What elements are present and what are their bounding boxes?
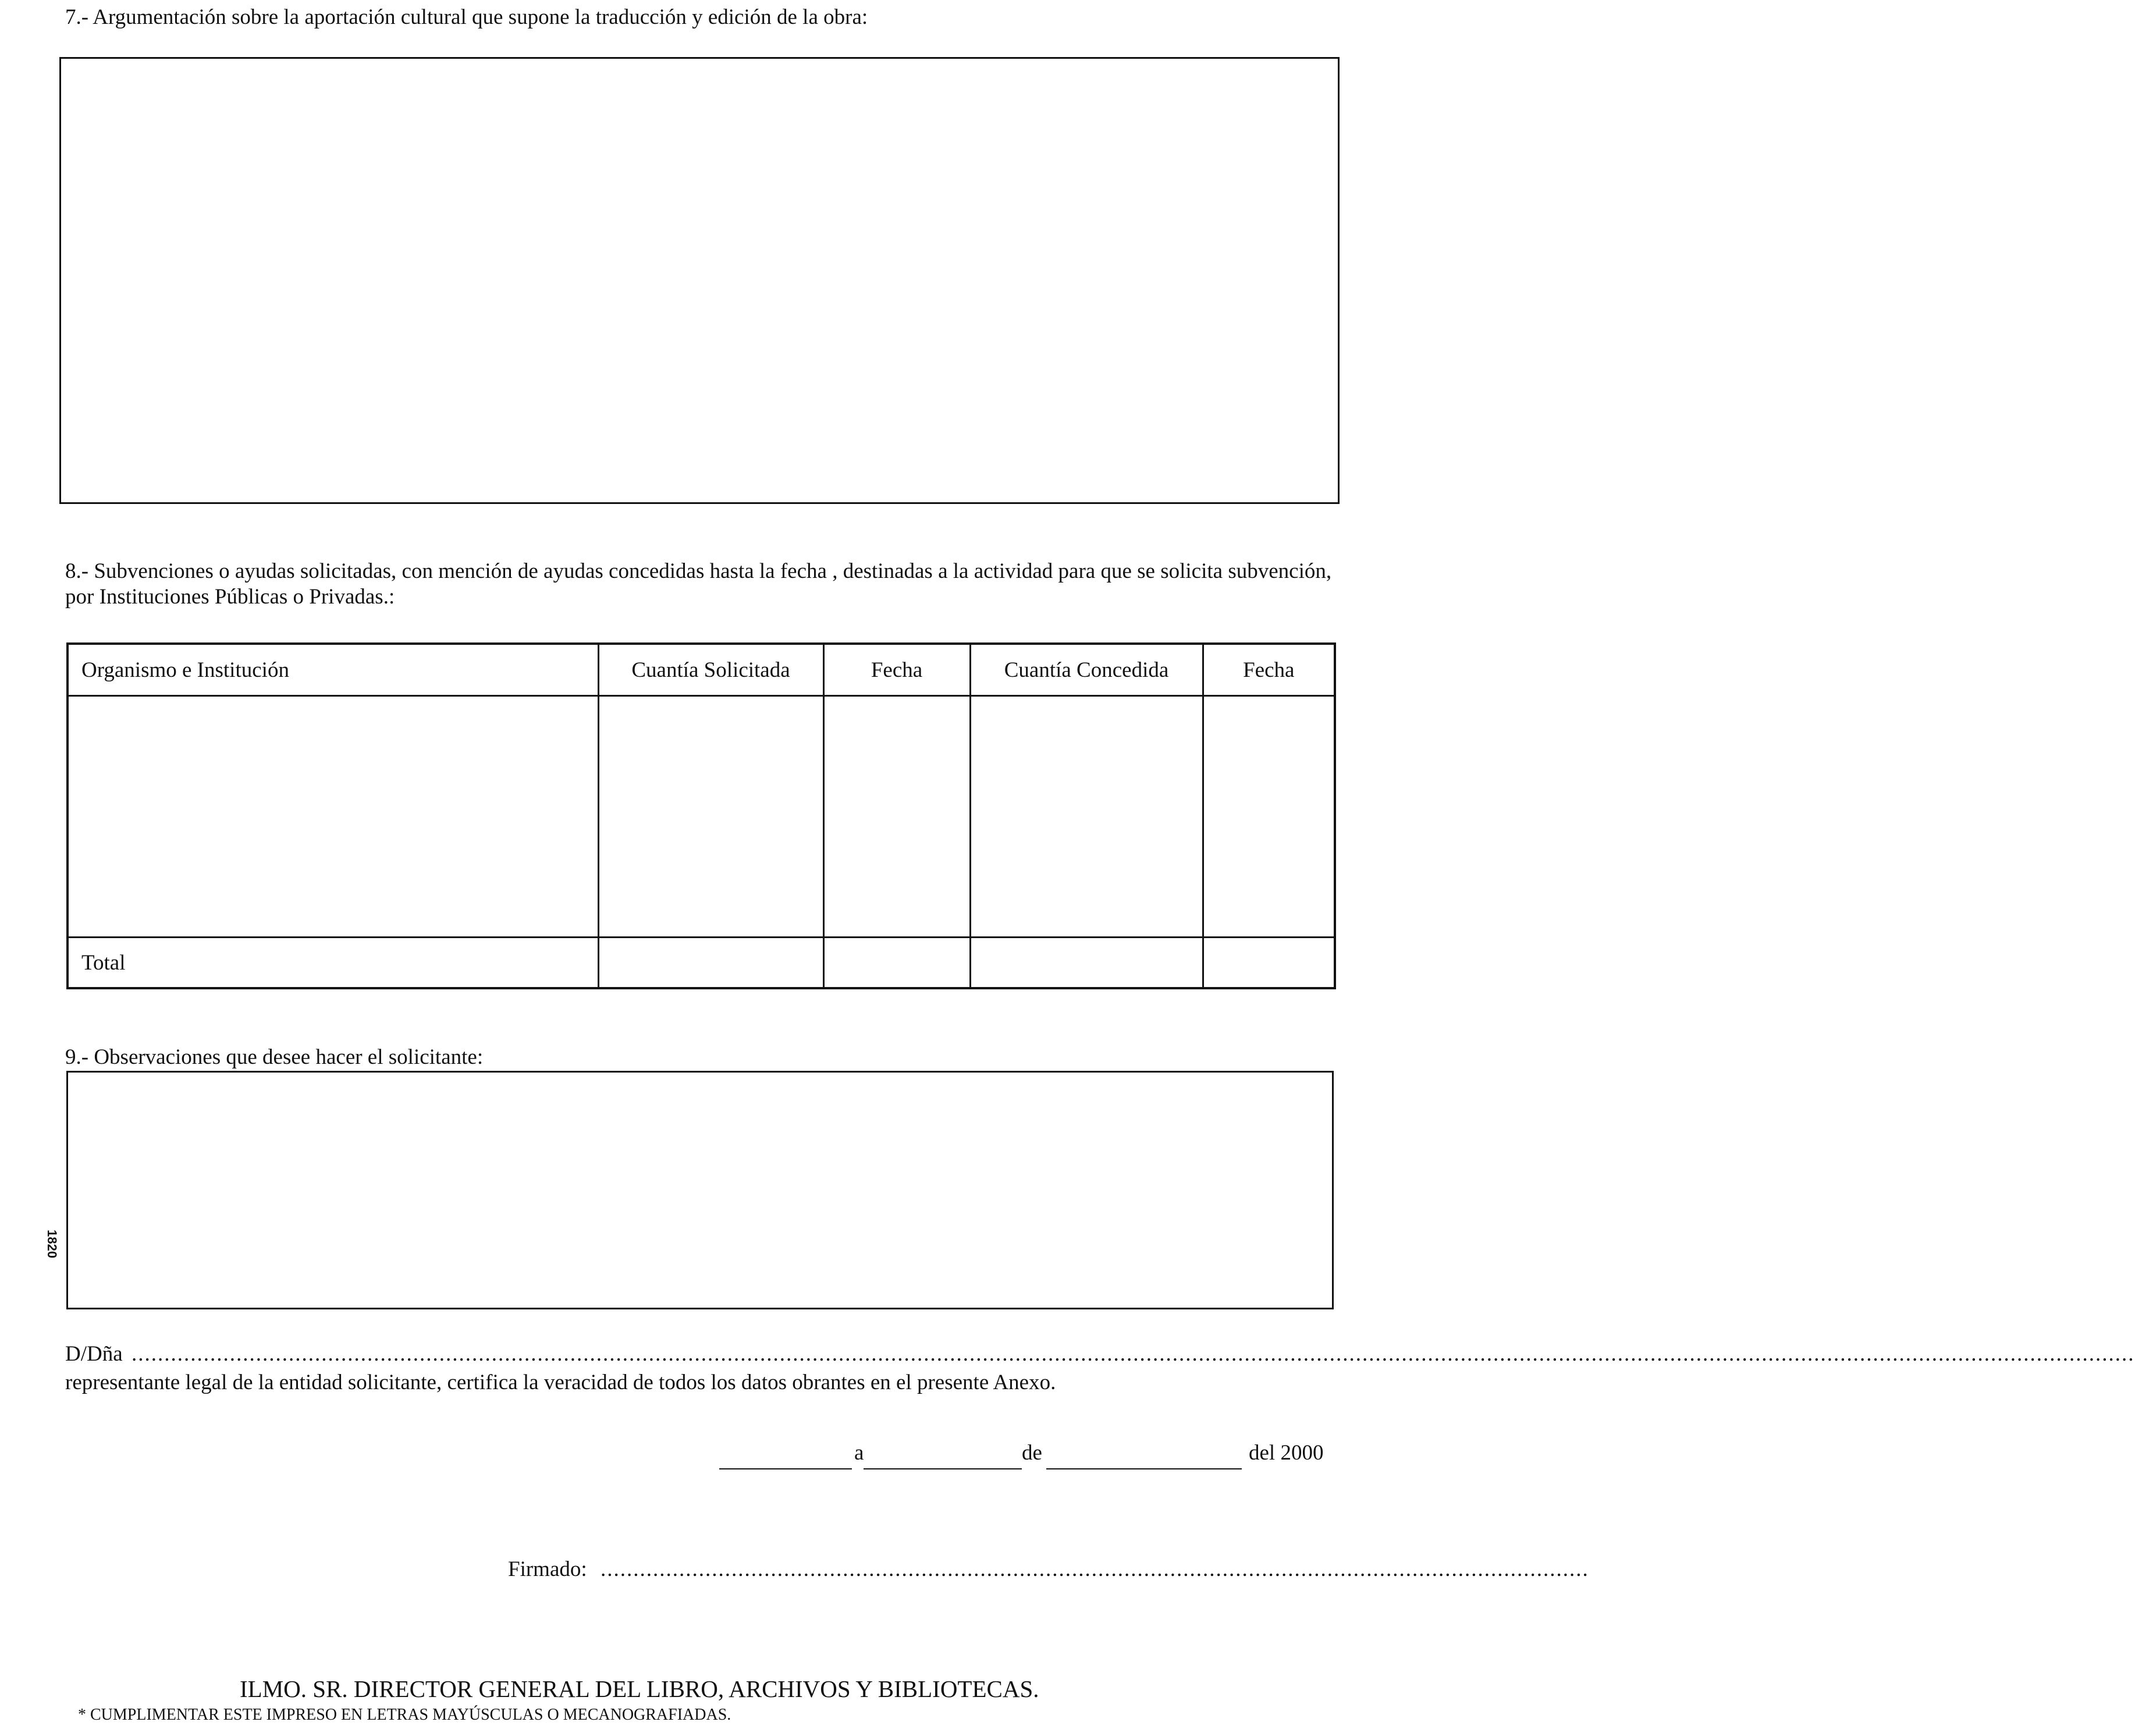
- cultural-contribution-field[interactable]: [59, 57, 1340, 504]
- cuantia-solicitada-cell[interactable]: [598, 696, 823, 938]
- fecha-concesion-cell[interactable]: [1203, 696, 1335, 938]
- column-header-cuantia-concedida: Cuantía Concedida: [970, 644, 1203, 696]
- table-row: [68, 696, 1335, 938]
- place-field[interactable]: [719, 1468, 852, 1469]
- day-field[interactable]: [864, 1468, 1022, 1469]
- fecha-solicitud-cell[interactable]: [823, 696, 970, 938]
- date-year-label: del 2000: [1249, 1441, 1324, 1465]
- section-8-heading: 8.- Subvenciones o ayudas solicitadas, con mención de ayudas concedidas hasta la fecha , destinadas a la actividad para que se solicita subvención, por Instituciones Públicas o Privadas.:: [65, 559, 1332, 609]
- column-header-cuantia-solicitada: Cuantía Solicitada: [598, 644, 823, 696]
- subsidies-table: [66, 642, 1336, 989]
- name-label: D/Dña: [65, 1342, 123, 1366]
- form-serial-number: 1820: [45, 1230, 59, 1258]
- cuantia-concedida-cell[interactable]: [970, 696, 1203, 938]
- total-label: Total: [68, 938, 598, 989]
- section-9-heading: 9.- Observaciones que desee hacer el solicitante:: [65, 1045, 484, 1069]
- signature-field[interactable]: .......................................................................................................................................................: [601, 1557, 1589, 1581]
- observations-field[interactable]: [66, 1071, 1334, 1309]
- section-7-heading: 7.- Argumentación sobre la aportación cultural que supone la traducción y edición de la obra:: [65, 5, 868, 29]
- date-de-label: de: [1022, 1441, 1042, 1465]
- total-fecha-concesion-cell[interactable]: [1203, 938, 1335, 989]
- total-cuantia-solicitada-cell[interactable]: [598, 938, 823, 989]
- name-field[interactable]: ..................................................................................................................................................................................................................................................................................................................: [132, 1342, 2135, 1366]
- total-fecha-solicitud-cell[interactable]: [823, 938, 970, 989]
- total-row: [68, 938, 1335, 989]
- month-field[interactable]: [1046, 1468, 1242, 1469]
- declaration-text: representante legal de la entidad solicitante, certifica la veracidad de todos los datos obrantes en el presente Anexo.: [65, 1371, 1056, 1394]
- total-cuantia-concedida-cell[interactable]: [970, 938, 1203, 989]
- footer-note: * CUMPLIMENTAR ESTE IMPRESO EN LETRAS MAYÚSCULAS O MECANOGRAFIADAS.: [78, 1706, 731, 1724]
- addressee: ILMO. SR. DIRECTOR GENERAL DEL LIBRO, ARCHIVOS Y BIBLIOTECAS.: [240, 1675, 1039, 1702]
- table-header-row: [68, 644, 1335, 696]
- column-header-organismo: Organismo e Institución: [68, 644, 598, 696]
- organismo-cell[interactable]: [68, 696, 598, 938]
- date-a-label: a: [854, 1441, 864, 1465]
- column-header-fecha-solicitud: Fecha: [823, 644, 970, 696]
- signed-label: Firmado:: [508, 1557, 587, 1581]
- column-header-fecha-concesion: Fecha: [1203, 644, 1335, 696]
